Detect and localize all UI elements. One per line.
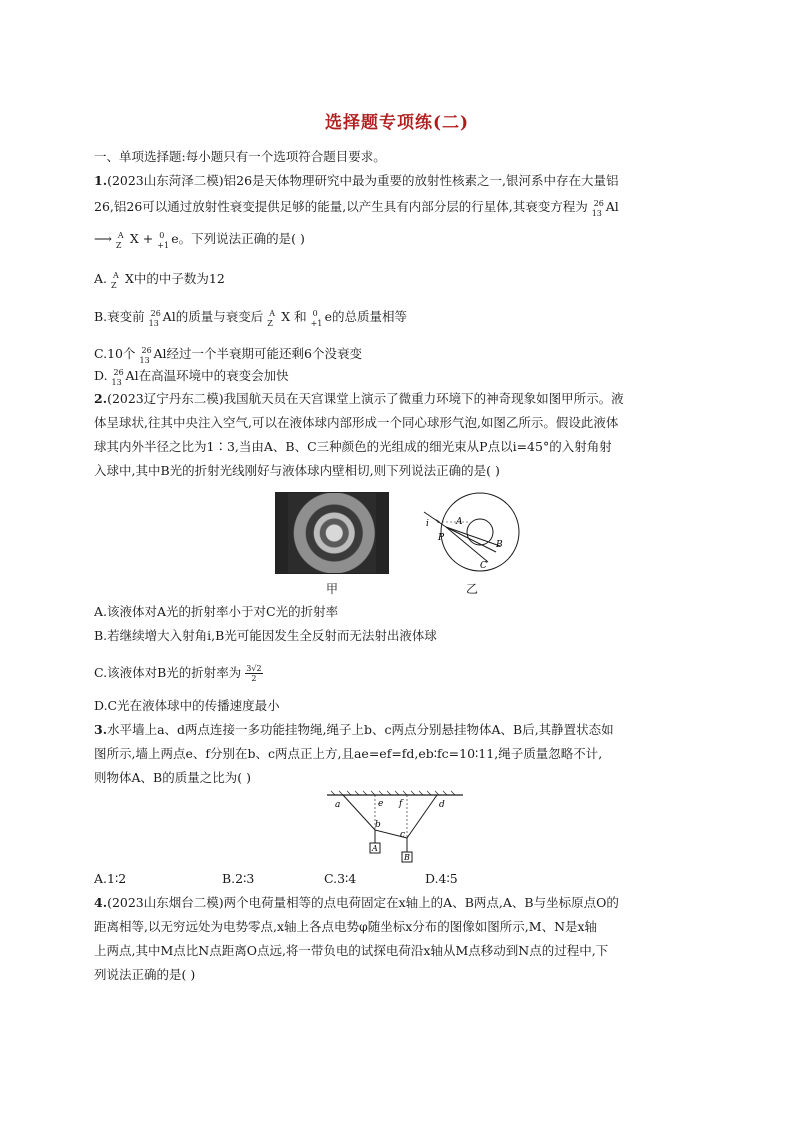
al26-nuclide-d: 26 13	[111, 368, 124, 387]
q2-number: 2.	[94, 391, 108, 406]
q4-line3: 上两点,其中M点比N点距离O点远,将一带负电的试探电荷沿x轴从M点移动到N点的过程中,下	[94, 943, 609, 958]
q1-line3	[94, 230, 305, 248]
x-nuclide-b: A Z	[267, 309, 275, 328]
label-b: B	[496, 540, 503, 550]
label-d: d	[439, 800, 445, 810]
q2-option-d: D.C光在液体球中的传播速度最小	[94, 698, 280, 713]
q1-option-d: D. 26 13 Al在高温环境中的衰变会加快	[94, 368, 289, 387]
q3-line2: 图所示,墙上两点e、f分别在b、c两点正上方,且ae=ef=fd,eb∶fc=10∶11,绳子质量忽略不计,	[94, 746, 603, 761]
figure-hanging-rope	[325, 790, 465, 865]
q2-line1: 2.(2023辽宁丹东二模)我国航天员在天宫课堂上演示了微重力环境下的神奇现象如图甲所示。液	[94, 391, 624, 406]
q2-line3: 球其内外半径之比为1∶3,当由A、B、C三种颜色的光组成的细光束从P点以i=45°的入射角射	[94, 439, 612, 454]
label-e: e	[378, 799, 384, 809]
q1-number: 1.	[94, 173, 108, 188]
q2-line4: 入球中,其中B光的折射光线刚好与液体球内壁相切,则下列说法正确的是( )	[94, 463, 500, 478]
q1-line2	[94, 198, 619, 216]
arrow: ⟶	[94, 231, 112, 246]
figure-refraction-diagram	[418, 490, 528, 580]
q2-option-b: B.若继续增大入射角i,B光可能因发生全反射而无法射出液体球	[94, 628, 437, 643]
plus-sign: +	[142, 231, 154, 246]
positron: 0 +1	[157, 231, 170, 250]
q4-number: 4.	[94, 895, 108, 910]
q4-line1: 4.(2023山东烟台二模)两个电荷量相等的点电荷固定在x轴上的A、B两点,A、B与坐标原点O的	[94, 895, 619, 910]
q1-text-1: (2023山东菏泽二模)铝26是天体物理研究中最为重要的放射性核素之一,银河系中存在大量铝	[107, 173, 619, 188]
label-a: A	[456, 517, 463, 527]
label-a: a	[335, 800, 341, 810]
al26-nuclide: 26 13	[591, 199, 604, 218]
label-c: c	[400, 830, 406, 840]
inner-bubble	[467, 519, 493, 545]
q1-option-a: A. A Z X中的中子数为12	[94, 271, 225, 290]
fraction-3root2-over-2: $\frac{3√2}{2}$	[246, 664, 262, 683]
al26-nuclide-c: 26 13	[139, 346, 152, 365]
q3-option-b: B.2∶3	[222, 871, 255, 886]
al-symbol: Al	[605, 199, 619, 214]
rope-ab	[343, 795, 375, 830]
e-symbol: e	[171, 231, 179, 246]
page-title: 选择题专项练(二)	[324, 113, 470, 133]
q3-line3: 则物体A、B的质量之比为( )	[94, 770, 251, 785]
label-c: C	[480, 561, 487, 571]
label-b: b	[375, 820, 381, 830]
al26-nuclide-b: 26 13	[148, 309, 161, 328]
q3-option-c: C.3∶4	[324, 871, 357, 886]
x-nuclide: A Z	[115, 231, 124, 250]
q3-option-d: D.4∶5	[425, 871, 458, 886]
q1-line1	[94, 172, 619, 190]
q2-line2: 体呈球状,往其中央注入空气,可以在液体球内部形成一个同心球形气泡,如图乙所示。假设此液体	[94, 415, 619, 430]
rope-cd	[407, 795, 437, 838]
photo-liquid-sphere	[275, 492, 389, 574]
q2-option-a: A.该液体对A光的折射率小于对C光的折射率	[94, 604, 339, 619]
positron-b: 0 +1	[310, 309, 323, 328]
q3-line1: 3.水平墙上a、d两点连接一多功能挂物绳,绳子上b、c两点分别悬挂物体A、B后,其静置状态如	[94, 722, 614, 737]
caption-jia: 甲	[326, 582, 339, 596]
q2-option-c: C.该液体对B光的折射率为 $\frac{3√2}{2}$	[94, 664, 262, 683]
label-block-a: A	[372, 844, 378, 853]
caption-yi: 乙	[466, 582, 479, 596]
q4-line4: 列说法正确的是( )	[94, 967, 196, 982]
x-symbol: X	[129, 231, 139, 246]
label-block-b: B	[404, 853, 410, 862]
q4-line2: 距离相等,以无穷远处为电势零点,x轴上各点电势φ随坐标x分布的图像如图所示,M、N是x轴	[94, 919, 598, 934]
q1-text-3: 。下列说法正确的是( )	[178, 231, 305, 246]
q1-option-c: C.10个 26 13 Al经过一个半衰期可能还剩6个没衰变	[94, 346, 362, 365]
label-p: P	[438, 533, 445, 543]
q3-number: 3.	[94, 722, 108, 737]
q3-option-a: A.1∶2	[94, 871, 127, 886]
q1-text-2: 26,铝26可以通过放射性衰变提供足够的能量,以产生具有内部分层的行星体,其衰变方程为	[94, 199, 588, 214]
q1-option-b: B.衰变前 26 13 Al的质量与衰变后 A Z X 和 0 +1 e的总质量相等	[94, 309, 408, 328]
x-nuclide-a: A Z	[111, 271, 119, 290]
section-heading: 一、单项选择题:每小题只有一个选项符合题目要求。	[94, 149, 386, 164]
label-i: i	[426, 519, 429, 529]
label-f: f	[399, 799, 403, 809]
